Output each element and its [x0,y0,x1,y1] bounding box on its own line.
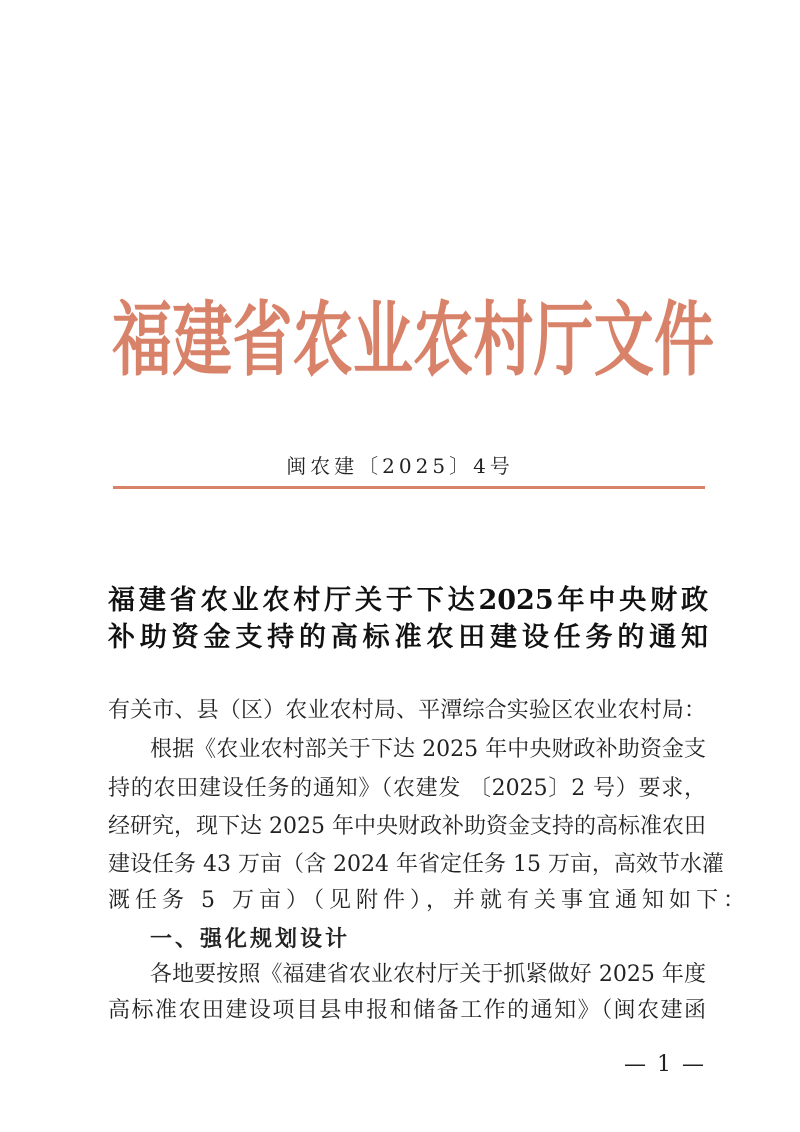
body-line: 根据《农业农村部关于下达 2025 年中央财政补助资金支 [150,737,706,762]
masthead-character: 省 [232,293,293,388]
document-number: 闽农建〔2025〕4号 [286,454,514,478]
red-divider-line [113,486,705,489]
masthead-character: 福 [112,293,172,388]
masthead-character: 业 [352,293,413,388]
page-number: — 1 — [624,1052,706,1077]
body-line: 持的农田建设任务的通知》（农建发 〔2025〕2 号）要求， [108,776,706,801]
body-line: 经研究，现下达 2025 年中央财政补助资金支持的高标准农田 [108,814,706,839]
issuer-masthead [112,267,714,402]
body-line: 高标准农田建设项目县申报和储备工作的通知》（闽农建函 [108,998,706,1023]
masthead-character: 农 [292,293,353,388]
salutation: 有关市、县（区）农业农村局、平潭综合实验区农业农村局： [108,698,706,723]
document-title-line-1: 福建省农业农村厅关于下达2025年中央财政 [108,585,708,616]
masthead-character: 农 [413,293,474,388]
masthead-character: 建 [172,293,233,388]
body-line: 各地要按照《福建省农业农村厅关于抓紧做好 2025 年度 [150,962,706,987]
masthead-character: 厅 [533,293,594,388]
body-line: 溉任务 5 万亩）（见附件），并就有关事宜通知如下： [108,888,750,913]
section-heading: 一、强化规划设计 [150,926,351,952]
document-title-line-2: 补助资金支持的高标准农田建设任务的通知 [108,622,708,653]
masthead-character: 村 [473,293,534,388]
masthead-character: 文 [593,293,654,388]
masthead-character: 件 [653,293,714,388]
body-line: 建设任务 43 万亩（含 2024 年省定任务 15 万亩，高效节水灌 [108,852,724,877]
